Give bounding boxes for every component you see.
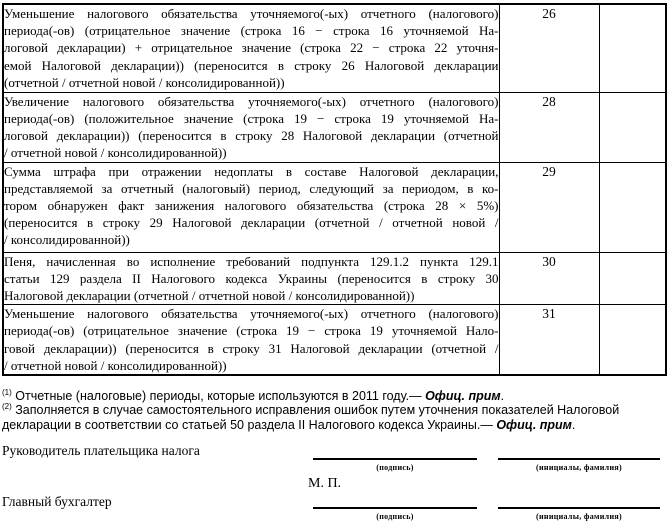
- description-line: / консолидированной)): [4, 232, 130, 248]
- table-row-28: [3, 92, 666, 162]
- footnote-2-text: Заполняется в случае самостоятельного исправления ошибок путем уточнения показателей Налоговой декларации в соответствии со статьей 50 раздела II Налогового кодекса Украины.—: [2, 403, 620, 432]
- accountant-signature-caption: (подпись): [376, 512, 414, 521]
- accountant-label: Главный бухгалтер: [2, 494, 112, 509]
- description-line: статьи 129 раздела II Налогового кодекса Украины (переносится в строку 30: [4, 270, 499, 286]
- description-line: тором обнаружен факт занижения налогового обязательства (строка 28 × 5%): [4, 197, 499, 213]
- row-29-value-cell: [599, 162, 666, 252]
- director-name-line: [498, 458, 660, 460]
- description-line: говой декларации)) (переносится в строку 31 Налоговой декларации (отчетной /: [4, 340, 499, 356]
- footnote-2-marker: (2): [2, 402, 12, 412]
- description-line: (переносится в строку 29 Налоговой декларации (отчетной / отчетной новой /: [4, 215, 499, 231]
- table-row-31: [3, 305, 666, 375]
- description-line: Уменьшение налогового обязательства уточняемого(-ых) отчетного (налогового): [4, 6, 499, 21]
- row-31-value-cell: [599, 305, 666, 375]
- director-label: Руководитель плательщика налога: [2, 443, 200, 458]
- table-row-29: [3, 162, 666, 252]
- footnote-2-emphasis: Офиц. прим: [496, 417, 572, 432]
- description-line: / отчетной новой / консолидированной)): [4, 145, 227, 161]
- row-31-description: [3, 305, 499, 375]
- row-28-value-cell: [599, 92, 666, 162]
- row-30-description: [3, 252, 499, 305]
- row-30-code: 30: [499, 252, 599, 305]
- description-line: емой Налоговой декларации)) (переносится в строку 26 Налоговой декларации: [4, 57, 499, 73]
- row-30-value-cell: [599, 252, 666, 305]
- accountant-name-line: [498, 507, 660, 509]
- footnote-2-tail: .: [571, 417, 576, 432]
- description-line: логовой декларации)) (переносится в строку 28 Налоговой декларации (отчетной: [4, 127, 499, 143]
- director-signature-line: [313, 458, 477, 460]
- description-line: Налоговой декларации (отчетной / отчетной новой / консолидированной)): [4, 287, 415, 303]
- footnote-2: [2, 403, 668, 432]
- description-line: логовой декларации) + отрицательное значение (строка 22 − строка 22 уточня-: [4, 40, 499, 56]
- description-line: Увеличение налогового обязательства уточняемого(-ых) отчетного (налогового): [4, 93, 499, 109]
- row-31-code: 31: [499, 305, 599, 375]
- description-line: периода(-ов) (положительное значение (строка 19 − строка 19 уточняемой На-: [4, 110, 499, 126]
- description-line: Сумма штрафа при отражении недоплаты в составе Налоговой декларации,: [4, 163, 499, 179]
- description-line: представляемой за отчетный (налоговый) период, следующий за периодом, в ко-: [4, 180, 499, 196]
- row-29-code: 29: [499, 162, 599, 252]
- director-signature-caption: (подпись): [376, 463, 414, 472]
- row-26-code: 26: [499, 4, 599, 92]
- table-row-26: [3, 4, 666, 92]
- footnote-1-marker: (1): [2, 387, 12, 397]
- description-line: Уменьшение налогового обязательства уточняемого(-ых) отчетного (налогового): [4, 306, 499, 322]
- accountant-signature-line: [313, 507, 477, 509]
- footnote-1-tail: .: [500, 389, 505, 403]
- footnote-1-text: Отчетные (налоговые) периоды, которые используются в 2011 году.—: [11, 389, 426, 403]
- table-row-30: [3, 252, 666, 305]
- stamp-place-label: М. П.: [308, 476, 342, 491]
- description-line: периода(-ов) (отрицательное значение (строка 16 − строка 16 уточняемой На-: [4, 23, 499, 39]
- footnote-1-emphasis: Офиц. прим: [425, 389, 501, 403]
- row-26-value-cell: [599, 4, 666, 92]
- tax-correction-table: [2, 3, 667, 376]
- row-28-description: [3, 92, 499, 162]
- row-29-description: [3, 162, 499, 252]
- description-line: (отчетной / отчетной новой / консолидированной)): [4, 74, 285, 90]
- description-line: / отчетной новой / консолидированной)): [4, 357, 227, 373]
- accountant-name-caption: (инициалы, фамилия): [536, 512, 622, 521]
- row-26-description: [3, 4, 499, 92]
- row-28-code: 28: [499, 92, 599, 162]
- description-line: периода(-ов) (отрицательное значение (строка 19 − строка 19 уточняемой Нало-: [4, 323, 499, 339]
- description-line: Пеня, начисленная во исполнение требований подпункта 129.1.2 пункта 129.1: [4, 253, 499, 269]
- footnote-1: [2, 389, 668, 403]
- director-name-caption: (инициалы, фамилия): [536, 463, 622, 472]
- footnotes-block: [2, 389, 668, 432]
